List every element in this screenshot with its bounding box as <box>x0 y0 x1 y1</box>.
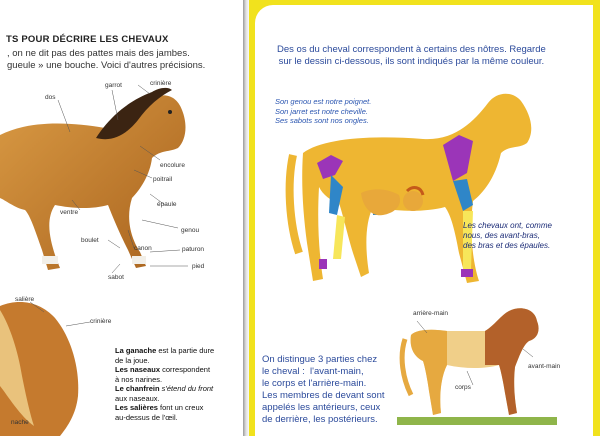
glossary-item-naseaux: Les naseaux correspondent <box>115 365 211 374</box>
horse-parts-tail <box>402 339 411 395</box>
skeleton-horse-tail <box>290 155 299 253</box>
label-dos: dos <box>45 94 56 101</box>
label-sabot: sabot <box>108 274 124 281</box>
label-avant-main: avant-main <box>528 363 561 370</box>
left-intro: , on ne dit pas des pattes mais des jambes. gueule » une bouche. Voici d'autres précisions. <box>7 48 206 71</box>
label-corps: corps <box>455 384 471 391</box>
left-page <box>0 0 243 436</box>
label-criniere-2: crinière <box>90 318 112 325</box>
caption-forearms: Les chevaux ont, comme nous, des avant-bras, des bras et des épaules. <box>463 221 552 250</box>
label-ventre: ventre <box>60 209 79 216</box>
right-page <box>249 0 600 436</box>
horse-head-illustration <box>0 296 110 436</box>
left-heading: TS POUR DÉCRIRE LES CHEVAUX <box>6 34 169 45</box>
caption-bones-equivalence: Son genou est notre poignet. Son jarret est notre cheville. Ses sabots sont nos ongles. <box>275 97 372 125</box>
right-intro: Des os du cheval correspondent à certains des nôtres. Regarde sur le dessin ci-dessous, ils sont indiqués par la même couleur. <box>277 44 546 67</box>
label-encolure: encolure <box>160 162 185 169</box>
horse-sock-rear <box>42 256 58 264</box>
skeleton-horse-illustration <box>283 83 543 293</box>
horse-sock-front <box>132 256 146 264</box>
label-ganache-partial: nache <box>11 419 29 426</box>
label-saliere: salière <box>15 296 35 303</box>
glossary-item-salieres: Les salières font un creux <box>115 403 204 412</box>
grass-strip <box>397 417 557 425</box>
label-boulet: boulet <box>81 237 99 244</box>
glossary-item-chanfrein: Le chanfrein s'étend du front <box>115 384 214 393</box>
label-garrot: garrot <box>105 82 122 89</box>
horse-parts-avant-main <box>485 308 539 415</box>
child-head <box>403 191 423 211</box>
label-epaule: épaule <box>157 201 177 208</box>
glossary-item-ganache: La ganache est la partie dure <box>115 346 215 355</box>
horse-anatomy-illustration <box>0 80 243 280</box>
right-page-panel <box>255 5 593 436</box>
bone-hind-hoof <box>319 259 327 269</box>
three-parts-text: On distingue 3 parties chez le cheval : l'avant-main, le corps et l'arrière-main. Les membres de devant sont appelés les antérieurs, ceux de derrière, les postérieurs. <box>262 354 385 425</box>
label-poitrail: poitrail <box>153 176 173 183</box>
label-pied: pied <box>192 263 205 270</box>
horse-eye <box>168 110 172 114</box>
label-canon: canon <box>134 245 152 252</box>
label-arriere-main: arrière-main <box>413 310 449 317</box>
glossary: La ganache est la partie dure de la joue. Les naseaux correspondent à nos narines. Le chanfrein s'étend du front aux naseaux. Les salières font un creux au-dessus de l'œil. <box>115 346 215 422</box>
bone-front-hoof <box>461 269 473 277</box>
label-genou: genou <box>181 227 200 234</box>
label-criniere: crinière <box>150 80 172 87</box>
horse-parts-arriere-main <box>411 330 447 415</box>
label-paturon: paturon <box>182 246 205 253</box>
bone-hind-cannon <box>333 215 345 259</box>
